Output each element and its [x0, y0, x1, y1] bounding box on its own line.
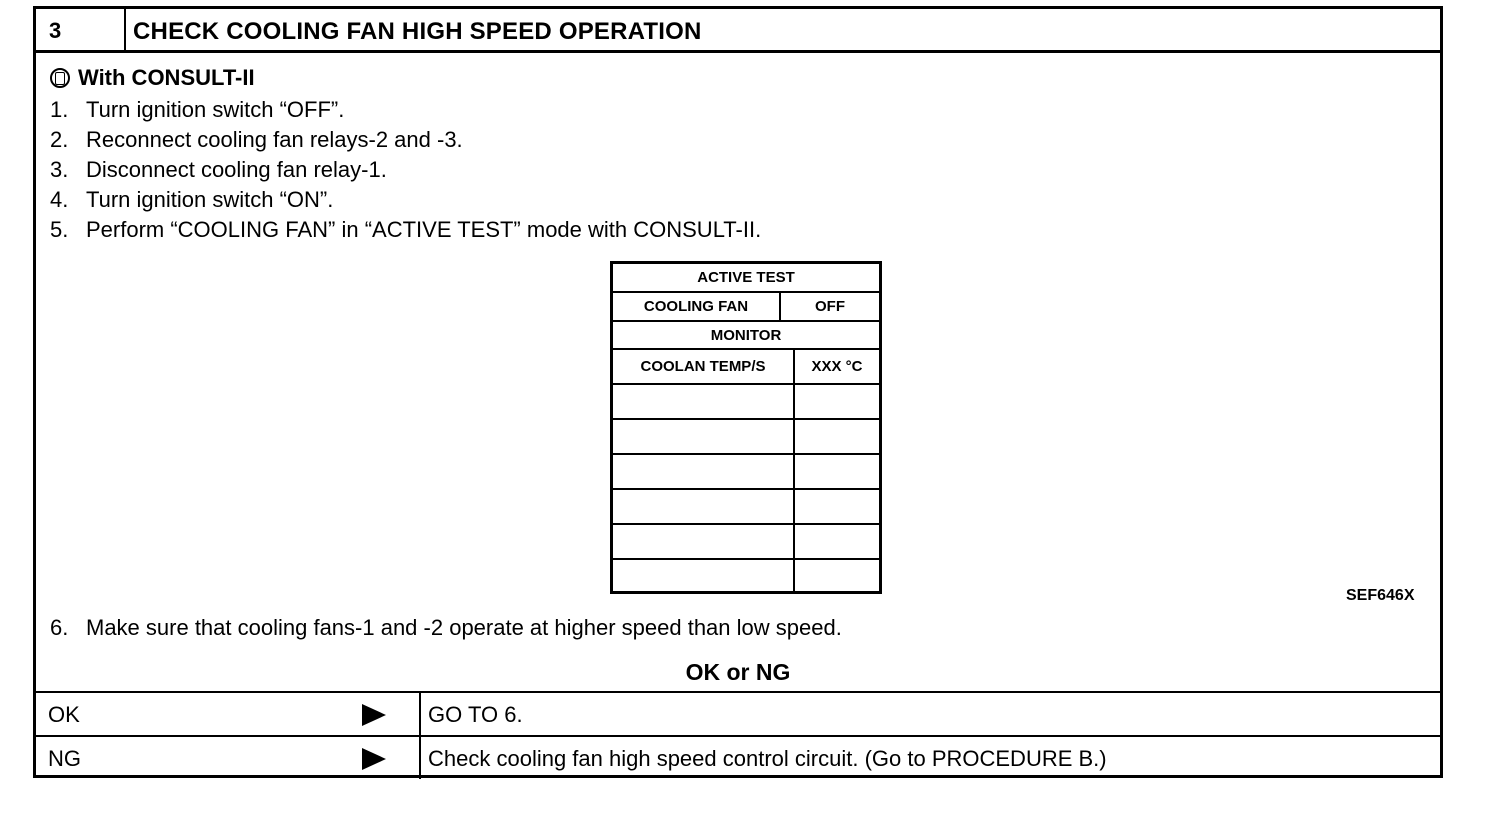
- screen-blank-row: [613, 490, 879, 525]
- screen-blank-row: [613, 525, 879, 560]
- step-number: 3: [36, 9, 126, 50]
- list-item: [50, 95, 761, 125]
- step-text: Disconnect cooling fan relay-1.: [86, 157, 387, 182]
- arrow-right-icon: [362, 748, 386, 770]
- step-text: Turn ignition switch “ON”.: [86, 187, 334, 212]
- result-label: NG: [48, 746, 81, 771]
- step-text: Perform “COOLING FAN” in “ACTIVE TEST” mode with CONSULT-II.: [86, 217, 762, 242]
- screen-item-value: OFF: [815, 298, 845, 315]
- step-list: [50, 95, 761, 245]
- screen-monitor-value: XXX °C: [811, 358, 863, 375]
- result-label: OK: [48, 702, 80, 727]
- result-row-ng: [36, 735, 1440, 779]
- list-item: [50, 155, 761, 185]
- list-item: [50, 215, 761, 245]
- screen-monitor-label: MONITOR: [710, 326, 782, 344]
- step-text: Make sure that cooling fans-1 and -2 operate at higher speed than low speed.: [86, 615, 842, 640]
- list-item: [50, 185, 761, 215]
- step-num: 6.: [50, 615, 69, 640]
- screen-monitor-row: [613, 322, 879, 350]
- result-row-ok: [36, 691, 1440, 735]
- result-heading: OK or NG: [685, 659, 791, 685]
- step-6: [50, 615, 842, 641]
- step-num: 1.: [50, 97, 69, 122]
- result-action: GO TO 6.: [428, 702, 523, 727]
- screen-blank-row: [613, 560, 879, 591]
- screen-title-row: [613, 264, 879, 293]
- screen-blank-row: [613, 455, 879, 490]
- step-num: 5.: [50, 217, 69, 242]
- arrow-right-icon: [362, 704, 386, 726]
- consult-screen-figure: [610, 261, 882, 594]
- screen-blank-row: [613, 385, 879, 420]
- result-action: Check cooling fan high speed control circuit. (Go to PROCEDURE B.): [428, 746, 1107, 771]
- procedure-frame: [33, 6, 1443, 778]
- step-text: Reconnect cooling fan relays-2 and -3.: [86, 127, 463, 152]
- screen-item-label: COOLING FAN: [613, 293, 781, 320]
- with-consult-line: [50, 65, 255, 91]
- result-divider: [419, 737, 421, 779]
- figure-id: SEF646X: [1346, 587, 1415, 604]
- step-num: 3.: [50, 157, 69, 182]
- screen-item-row: [613, 293, 879, 322]
- screen-title: ACTIVE TEST: [697, 269, 795, 286]
- step-header: [36, 9, 1440, 53]
- step-text: Turn ignition switch “OFF”.: [86, 97, 345, 122]
- with-consult-label: With CONSULT-II: [78, 65, 255, 90]
- screen-monitor-item: COOLAN TEMP/S: [613, 350, 795, 383]
- step-num: 4.: [50, 187, 69, 212]
- list-item: [50, 125, 761, 155]
- result-divider: [419, 693, 421, 735]
- step-num: 2.: [50, 127, 69, 152]
- screen-blank-row: [613, 420, 879, 455]
- screen-monitor-item-row: [613, 350, 879, 385]
- step-title: CHECK COOLING FAN HIGH SPEED OPERATION: [133, 18, 702, 45]
- consult-icon: [50, 68, 70, 88]
